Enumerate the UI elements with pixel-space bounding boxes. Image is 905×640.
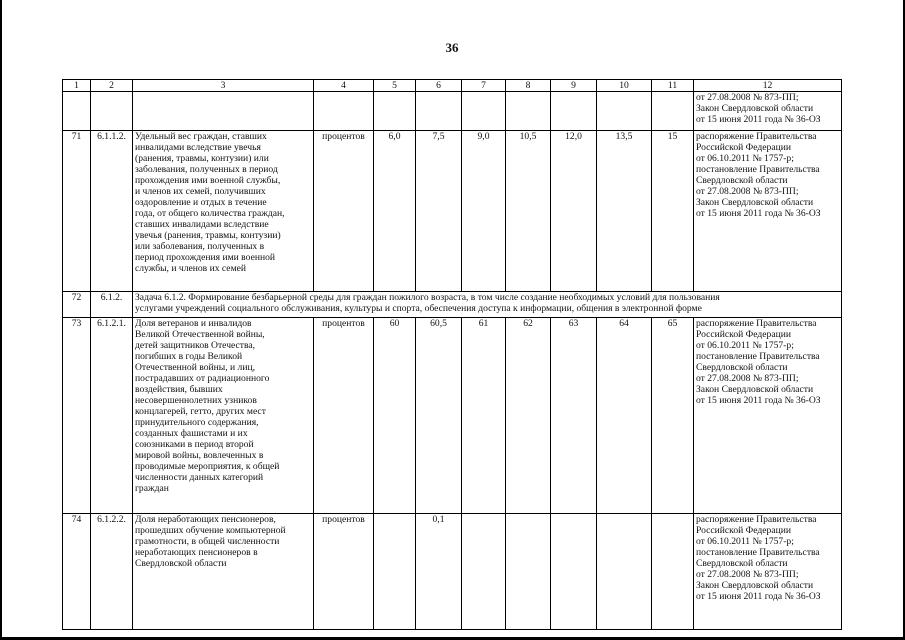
col-number: 10 — [597, 80, 652, 92]
legal-basis-cell: распоряжение Правительства Российской Федерации от 06.10.2011 № 1757-р; постановление Правительства Свердловской области от 27.08.2008 № 873-ПП; Закон Свердловской области от 15 июня 2011 года № 36-ОЗ — [694, 318, 842, 514]
legal-basis-cell: от 27.08.2008 № 873-ПП; Закон Свердловской области от 15 июня 2011 года № 36-ОЗ — [694, 92, 842, 131]
value-cell: 9,0 — [462, 131, 506, 292]
col-number: 11 — [652, 80, 694, 92]
page-number: 36 — [445, 40, 459, 55]
value-cell: 61 — [462, 318, 506, 514]
continuation-row — [63, 92, 842, 131]
task-description: Задача 6.1.2. Формирование безбарьерной среды для граждан пожилого возраста, в том числе создание необходимых условий для пользования услугами учреждений социального обслуживания, культуры и спорта, обеспечения доступа к информации, общения в электронной форме — [135, 292, 720, 314]
value-cell: 63 — [551, 318, 597, 514]
value-cell — [597, 514, 652, 630]
indicator-code: 6.1.1.2. — [91, 131, 133, 292]
row-number: 74 — [63, 514, 91, 630]
value-cell: 0,1 — [416, 514, 462, 630]
unit-cell: процентов — [314, 131, 374, 292]
row-number: 71 — [63, 131, 91, 292]
value-cell: 60 — [374, 318, 416, 514]
unit-cell: процентов — [314, 514, 374, 630]
col-number: 9 — [551, 80, 597, 92]
col-number: 8 — [506, 80, 551, 92]
value-cell: 7,5 — [416, 131, 462, 292]
indicator-name: Доля неработающих пенсионеров, прошедших обучение компьютерной грамотности, в общей численности неработающих пенсионеров в Свердловской области — [133, 514, 314, 630]
indicator-code: 6.1.2.2. — [91, 514, 133, 630]
indicator-name: Доля ветеранов и инвалидов Великой Отечественной войны, детей защитников Отечества, погибших в годы Великой Отечественной войны, и лиц, пострадавших от радиационного воздействия, бывших несовершеннолетних узников концлагерей, гетто, других мест принудительного содержания, созданных фашистами и их союзниками в период второй мировой войны, вовлеченных в проводимые мероприятия, к общей численности данных категорий граждан — [135, 318, 280, 494]
value-cell: 65 — [652, 318, 694, 514]
column-number-row — [63, 80, 842, 92]
value-cell — [506, 514, 551, 630]
legal-basis-cell: распоряжение Правительства Российской Федерации от 06.10.2011 № 1757-р; постановление Правительства Свердловской области от 27.08.2008 № 873-ПП; Закон Свердловской области от 15 июня 2011 года № 36-ОЗ — [694, 514, 842, 630]
col-number: 1 — [63, 80, 91, 92]
value-cell: 60,5 — [416, 318, 462, 514]
scan-edge-left — [0, 0, 2, 640]
table-row — [63, 514, 842, 630]
col-number: 6 — [416, 80, 462, 92]
col-number: 12 — [694, 80, 842, 92]
value-cell: 6,0 — [374, 131, 416, 292]
unit-cell: процентов — [314, 318, 374, 514]
indicator-name: Удельный вес граждан, ставших инвалидами вследствие увечья (ранения, травмы, контузии) или заболевания, полученных в период прохождения ими военной службы, и членов их семей, получивших оздоровление и отдых в течение года, от общего количества граждан, ставших инвалидами вследствие увечья (ранения, травмы, контузии) или заболевания, полученных в период прохождения ими военной службы, и членов их семей — [135, 131, 285, 274]
value-cell: 13,5 — [597, 131, 652, 292]
task-row — [63, 292, 842, 318]
col-number: 7 — [462, 80, 506, 92]
value-cell: 62 — [506, 318, 551, 514]
col-number: 5 — [374, 80, 416, 92]
col-number: 3 — [133, 80, 314, 92]
indicator-table — [62, 79, 842, 630]
table-row — [63, 318, 842, 514]
table-row — [63, 131, 842, 292]
value-cell — [374, 514, 416, 630]
indicator-code: 6.1.2. — [91, 292, 133, 318]
legal-basis-cell: распоряжение Правительства Российской Федерации от 06.10.2011 № 1757-р; постановление Правительства Свердловской области от 27.08.2008 № 873-ПП; Закон Свердловской области от 15 июня 2011 года № 36-ОЗ — [694, 131, 842, 292]
value-cell: 12,0 — [551, 131, 597, 292]
value-cell — [551, 514, 597, 630]
value-cell — [652, 514, 694, 630]
col-number: 2 — [91, 80, 133, 92]
value-cell: 15 — [652, 131, 694, 292]
value-cell: 64 — [597, 318, 652, 514]
col-number: 4 — [314, 80, 374, 92]
value-cell — [462, 514, 506, 630]
row-number: 72 — [63, 292, 91, 318]
row-number: 73 — [63, 318, 91, 514]
indicator-code: 6.1.2.1. — [91, 318, 133, 514]
value-cell: 10,5 — [506, 131, 551, 292]
